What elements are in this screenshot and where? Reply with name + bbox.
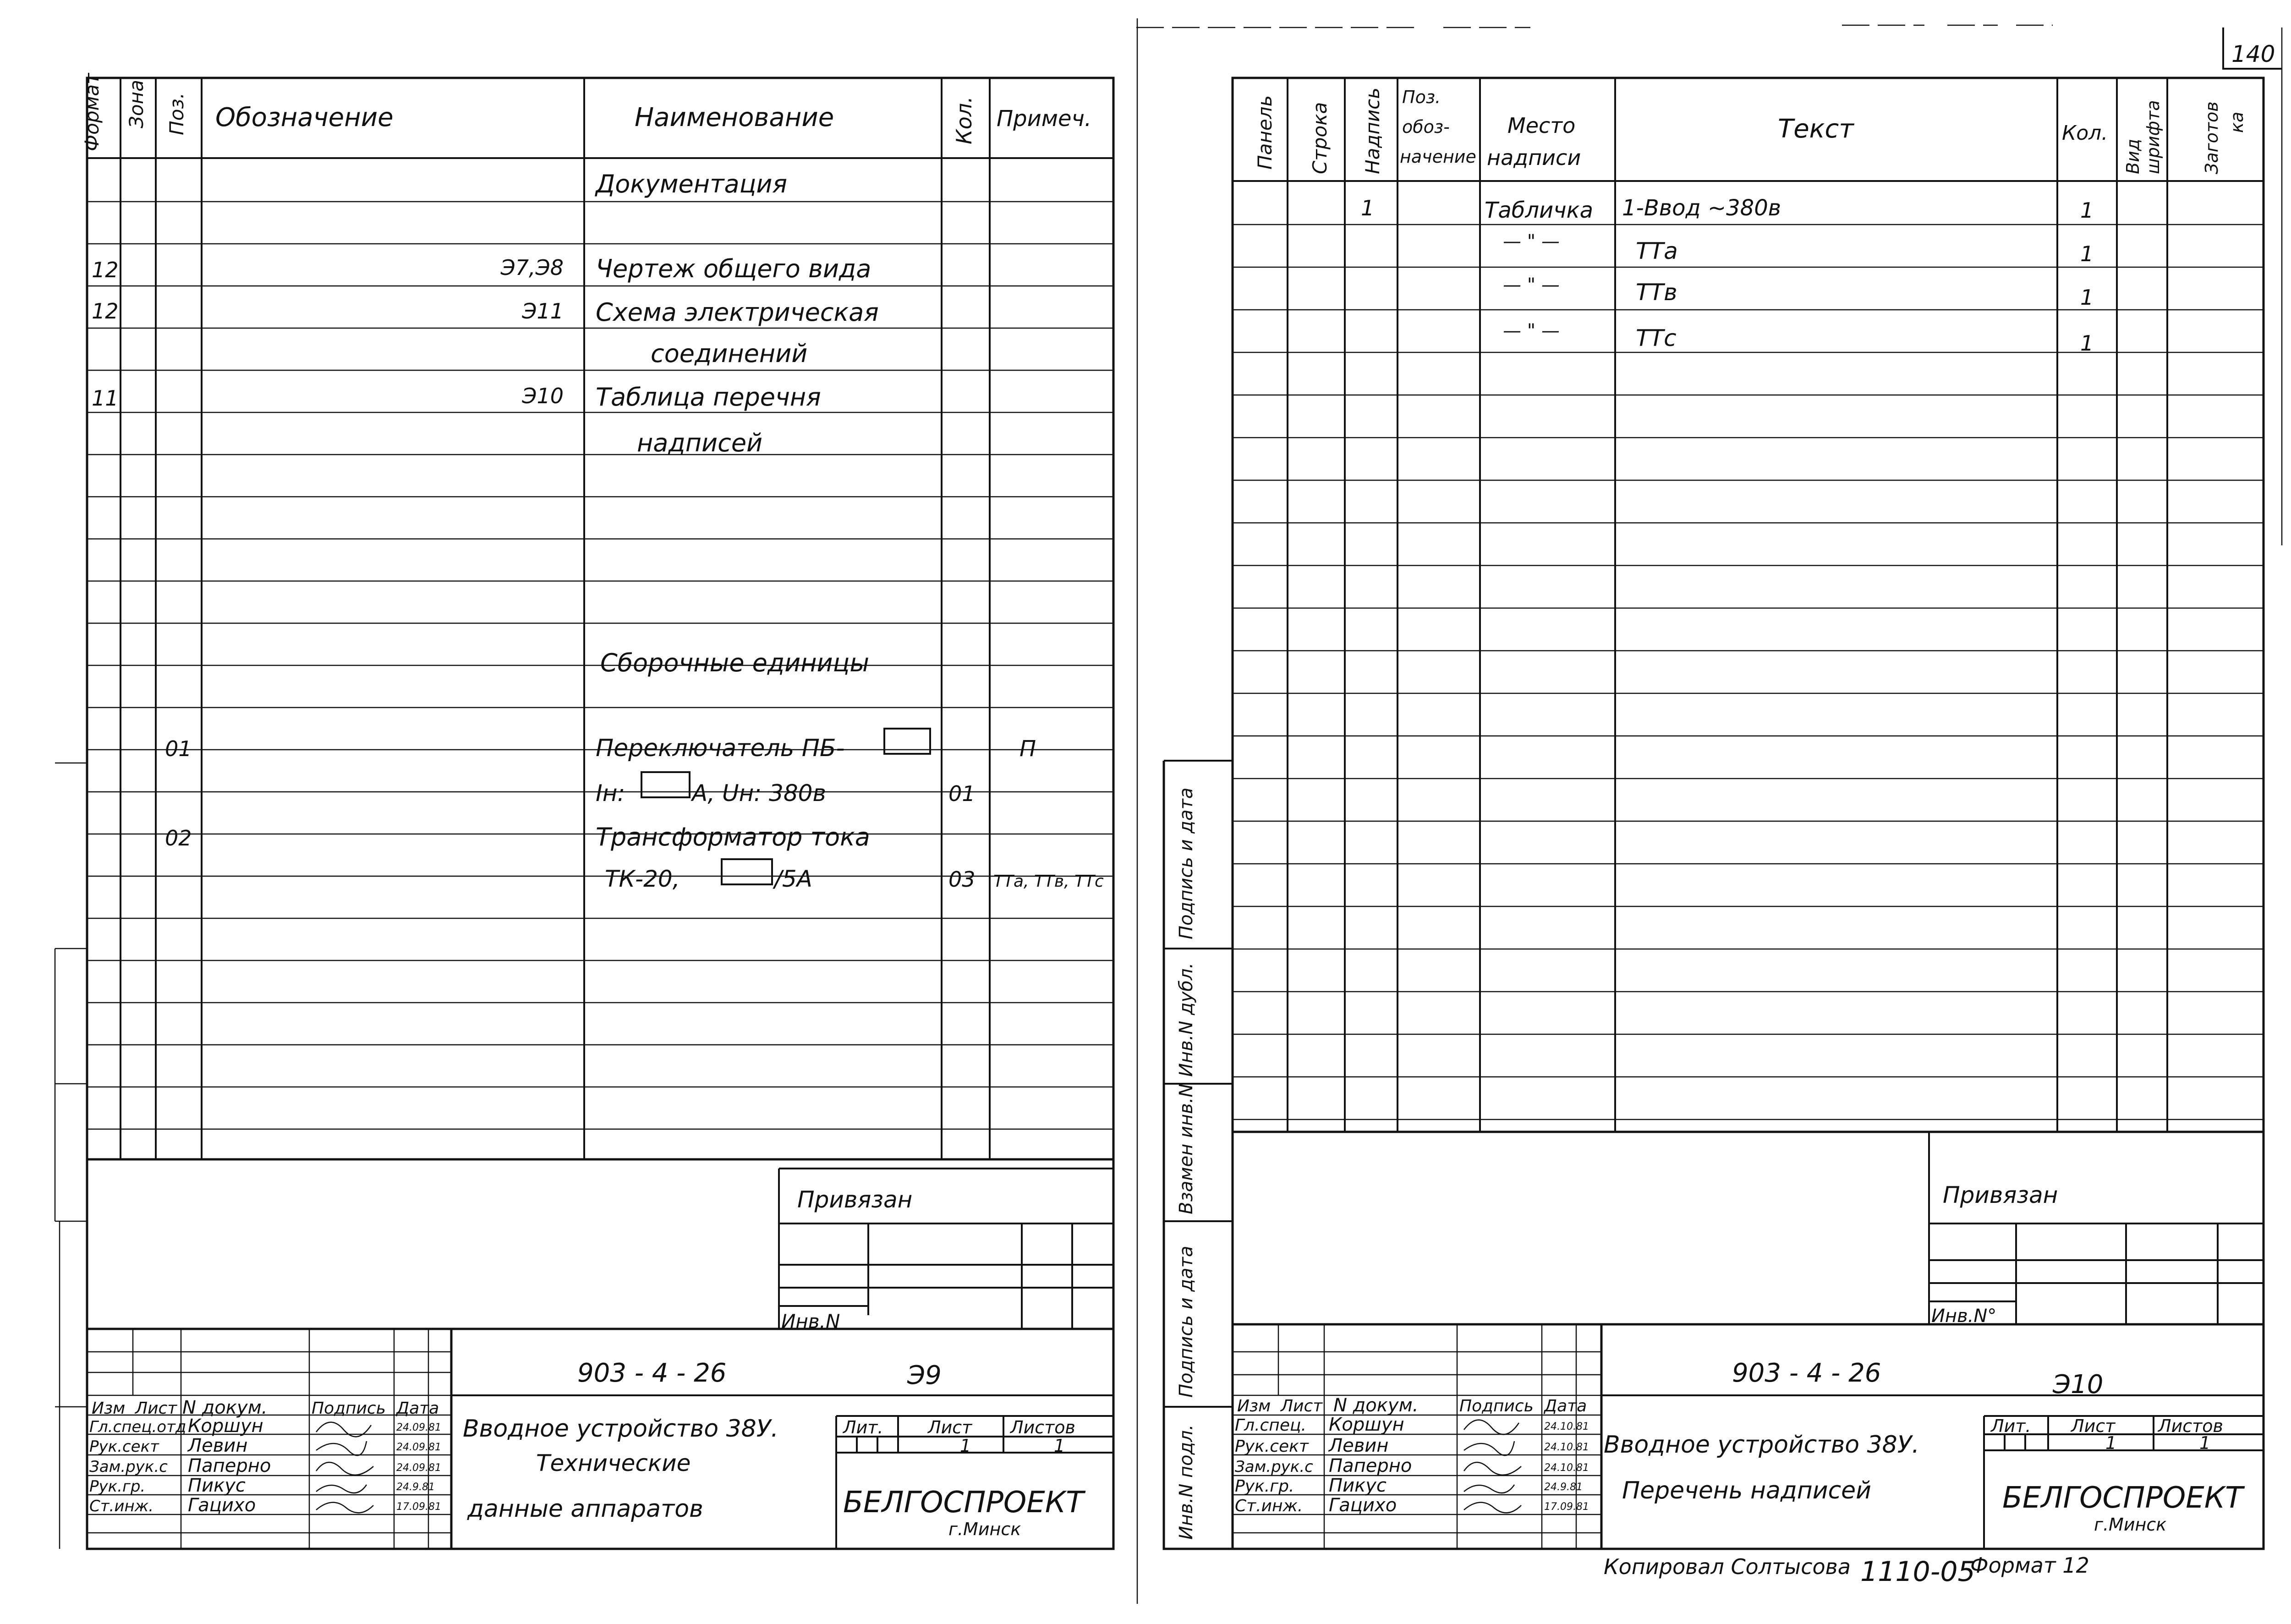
person-date: 24.10.81: [1544, 1462, 1589, 1474]
person-date: 24.09.81: [396, 1442, 441, 1453]
row-qty: 03: [948, 867, 976, 892]
qty-header: Кол.: [2062, 121, 2108, 145]
pos-header-1: Поз.: [1402, 87, 1441, 107]
side-label: Инв.N дубл.: [1176, 962, 1197, 1077]
label-header: Надпись: [1361, 88, 1384, 174]
org-city: г.Минск: [2094, 1514, 2167, 1535]
col-head: Подпись: [1459, 1397, 1534, 1416]
text-header: Текст: [1778, 114, 1854, 144]
person-role: Рук.сект: [1235, 1437, 1309, 1456]
col-head: Лист: [135, 1399, 177, 1418]
row-name-b: /5А: [774, 866, 812, 892]
privyazan-block: [1929, 1132, 2264, 1327]
privyazan-label: Привязан: [797, 1186, 913, 1213]
copied-by: Копировал Солтысова: [1604, 1554, 1851, 1579]
inv-label: Инв.N°: [1931, 1306, 1997, 1327]
doc-code: 903 - 4 - 26: [577, 1358, 727, 1388]
row-note: ТТа, ТТв, ТТс: [993, 872, 1104, 891]
name-header: Наименование: [635, 103, 834, 132]
org-city: г.Минск: [948, 1519, 1021, 1539]
note-header: Примеч.: [997, 106, 1092, 132]
person-date: 17.09.81: [1544, 1501, 1589, 1513]
person-name: Паперно: [188, 1455, 271, 1476]
col-head: Подпись: [312, 1399, 386, 1418]
row-name: Схема электрическая: [596, 298, 879, 327]
person-role: Зам.рук.с: [89, 1458, 168, 1476]
pos-header-3: начение: [1400, 147, 1476, 167]
side-label: Инв.N подл.: [1176, 1424, 1197, 1540]
row-name: Документация: [596, 170, 787, 198]
col-head: N докум.: [1333, 1395, 1419, 1416]
pos-header: Поз.: [165, 93, 188, 135]
col-head: N докум.: [182, 1397, 268, 1418]
person-name: Гацихо: [1329, 1495, 1397, 1516]
row-name-b: А, Uн: 380в: [692, 780, 826, 807]
person-date: 24.09.81: [396, 1422, 441, 1433]
col-head: Дата: [396, 1399, 439, 1418]
person-date: 24.9.81: [1544, 1481, 1583, 1493]
title-line: Технические: [536, 1450, 691, 1476]
row-qty: 1: [2080, 285, 2094, 310]
title-line: Вводное устройство 38У.: [463, 1415, 778, 1443]
doc-code: 903 - 4 - 26: [1732, 1358, 1881, 1388]
blank-header-2: ка: [2227, 111, 2247, 133]
row-name-a: ТК-20,: [605, 866, 680, 892]
row-place: — " —: [1503, 274, 1560, 296]
designation-header: Обозначение: [215, 103, 394, 132]
side-label: Подпись и дата: [1176, 1245, 1197, 1398]
row-note: П: [1019, 736, 1036, 762]
inv-label: Инв.N: [781, 1310, 840, 1333]
person-date: 24.09.81: [396, 1462, 441, 1474]
row-name: Трансформатор тока: [596, 823, 870, 851]
listov-label: Листов: [1010, 1417, 1075, 1437]
row-designation: Э10: [522, 384, 564, 408]
zone-header: Зона: [125, 80, 148, 128]
title-line: Перечень надписей: [1622, 1477, 1871, 1504]
page-number-box: [2223, 27, 2282, 69]
row-name: Чертеж общего вида: [596, 254, 871, 283]
font-header-1: Вид: [2123, 138, 2143, 174]
col-head: Дата: [1544, 1397, 1587, 1416]
title-line: Вводное устройство 38У.: [1604, 1431, 1919, 1459]
person-date: 24.9.81: [396, 1481, 435, 1493]
row-place: Табличка: [1485, 198, 1593, 223]
list-value: 1: [960, 1436, 971, 1456]
row-name: соединений: [651, 339, 808, 368]
row-name: Сборочные единицы: [600, 648, 870, 677]
person-role: Рук.сект: [89, 1437, 159, 1456]
row-label: 1: [1361, 196, 1375, 220]
person-role: Рук.гр.: [89, 1477, 146, 1496]
person-role: Зам.рук.с: [1235, 1458, 1313, 1476]
qty-header: Кол.: [952, 96, 976, 144]
row-format: 12: [92, 299, 119, 324]
person-date: 17.09.81: [396, 1501, 441, 1513]
row-qty: 01: [948, 781, 976, 806]
page-number: 140: [2231, 41, 2275, 67]
row-name: Переключатель ПБ-: [596, 735, 845, 762]
row-text: ТТв: [1636, 279, 1677, 306]
row-text: ТТа: [1636, 238, 1678, 264]
row-qty: 1: [2080, 331, 2094, 356]
person-date: 24.10.81: [1544, 1421, 1589, 1432]
row-format: 11: [92, 386, 119, 411]
row-pos: 01: [165, 736, 192, 761]
panel-header: Панель: [1254, 95, 1276, 170]
org-name: БЕЛГОСПРОЕКТ: [2002, 1481, 2243, 1515]
col-head: Изм: [1237, 1397, 1271, 1416]
row-format: 12: [92, 258, 119, 282]
col-head: Изм: [92, 1399, 126, 1418]
person-name: Коршун: [1329, 1414, 1404, 1435]
blank-field: [722, 859, 772, 884]
person-role: Ст.инж.: [89, 1497, 154, 1515]
format-header: Формат: [81, 73, 103, 151]
person-name: Левин: [188, 1435, 248, 1456]
listov-value: 1: [2199, 1433, 2211, 1453]
privyazan-block: [779, 1169, 1113, 1333]
title-line: данные аппаратов: [467, 1495, 703, 1523]
pos-header-2: обоз-: [1402, 117, 1450, 137]
row-text: ТТс: [1636, 325, 1677, 351]
row-header: Строка: [1309, 102, 1331, 174]
person-name: Пикус: [188, 1475, 246, 1496]
blank-header-1: Заготов: [2202, 101, 2222, 174]
row-name: надписей: [637, 428, 763, 457]
list-value: 1: [2105, 1433, 2117, 1453]
list-label: Лист: [928, 1417, 972, 1437]
listov-label: Листов: [2158, 1416, 2223, 1436]
font-header-2: шрифта: [2143, 100, 2163, 174]
series-number: 1110-05: [1860, 1556, 1975, 1588]
col-head: Лист: [1281, 1397, 1323, 1416]
row-name-a: Iн:: [596, 780, 625, 807]
person-role: Ст.инж.: [1235, 1497, 1303, 1515]
row-qty: 1: [2080, 198, 2094, 223]
person-name: Паперно: [1329, 1455, 1412, 1476]
side-label: Подпись и дата: [1176, 787, 1197, 939]
side-label: Взамен инв.N: [1176, 1083, 1197, 1214]
signatures: [316, 1422, 373, 1513]
person-name: Левин: [1329, 1435, 1389, 1456]
place-header-2: надписи: [1487, 145, 1581, 170]
row-place: — " —: [1503, 231, 1560, 252]
person-role: Рук.гр.: [1235, 1477, 1294, 1496]
row-qty: 1: [2080, 241, 2094, 266]
list-label: Лист: [2071, 1416, 2116, 1436]
person-date: 24.10.81: [1544, 1442, 1589, 1453]
title-block: [1233, 1324, 2264, 1549]
row-designation: Э7,Э8: [500, 255, 564, 280]
person-role: Гл.спец.отд: [89, 1418, 186, 1436]
row-place: — " —: [1503, 320, 1560, 341]
person-role: Гл.спец.: [1235, 1416, 1306, 1435]
person-name: Гацихо: [188, 1495, 256, 1516]
lit-label: Лит.: [1991, 1416, 2031, 1436]
row-name: Таблица перечня: [596, 383, 821, 411]
org-name: БЕЛГОСПРОЕКТ: [843, 1486, 1084, 1520]
row-designation: Э11: [522, 299, 564, 324]
row-pos: 02: [165, 826, 192, 850]
listov-value: 1: [1054, 1436, 1065, 1456]
person-name: Коршун: [188, 1416, 263, 1437]
right-sheet: [1164, 27, 2282, 1588]
privyazan-label: Привязан: [1943, 1182, 2058, 1208]
format-footer: Формат 12: [1970, 1553, 2089, 1578]
person-name: Пикус: [1329, 1475, 1387, 1496]
title-block: [87, 1329, 1113, 1549]
lit-label: Лит.: [843, 1417, 883, 1437]
left-sheet: [55, 72, 1113, 1549]
sheet-code: Э10: [2053, 1370, 2104, 1399]
place-header-1: Место: [1507, 113, 1576, 138]
sheet-code: Э9: [907, 1361, 942, 1390]
row-text: 1-Ввод ~380в: [1622, 195, 1781, 221]
blank-field: [641, 772, 690, 797]
